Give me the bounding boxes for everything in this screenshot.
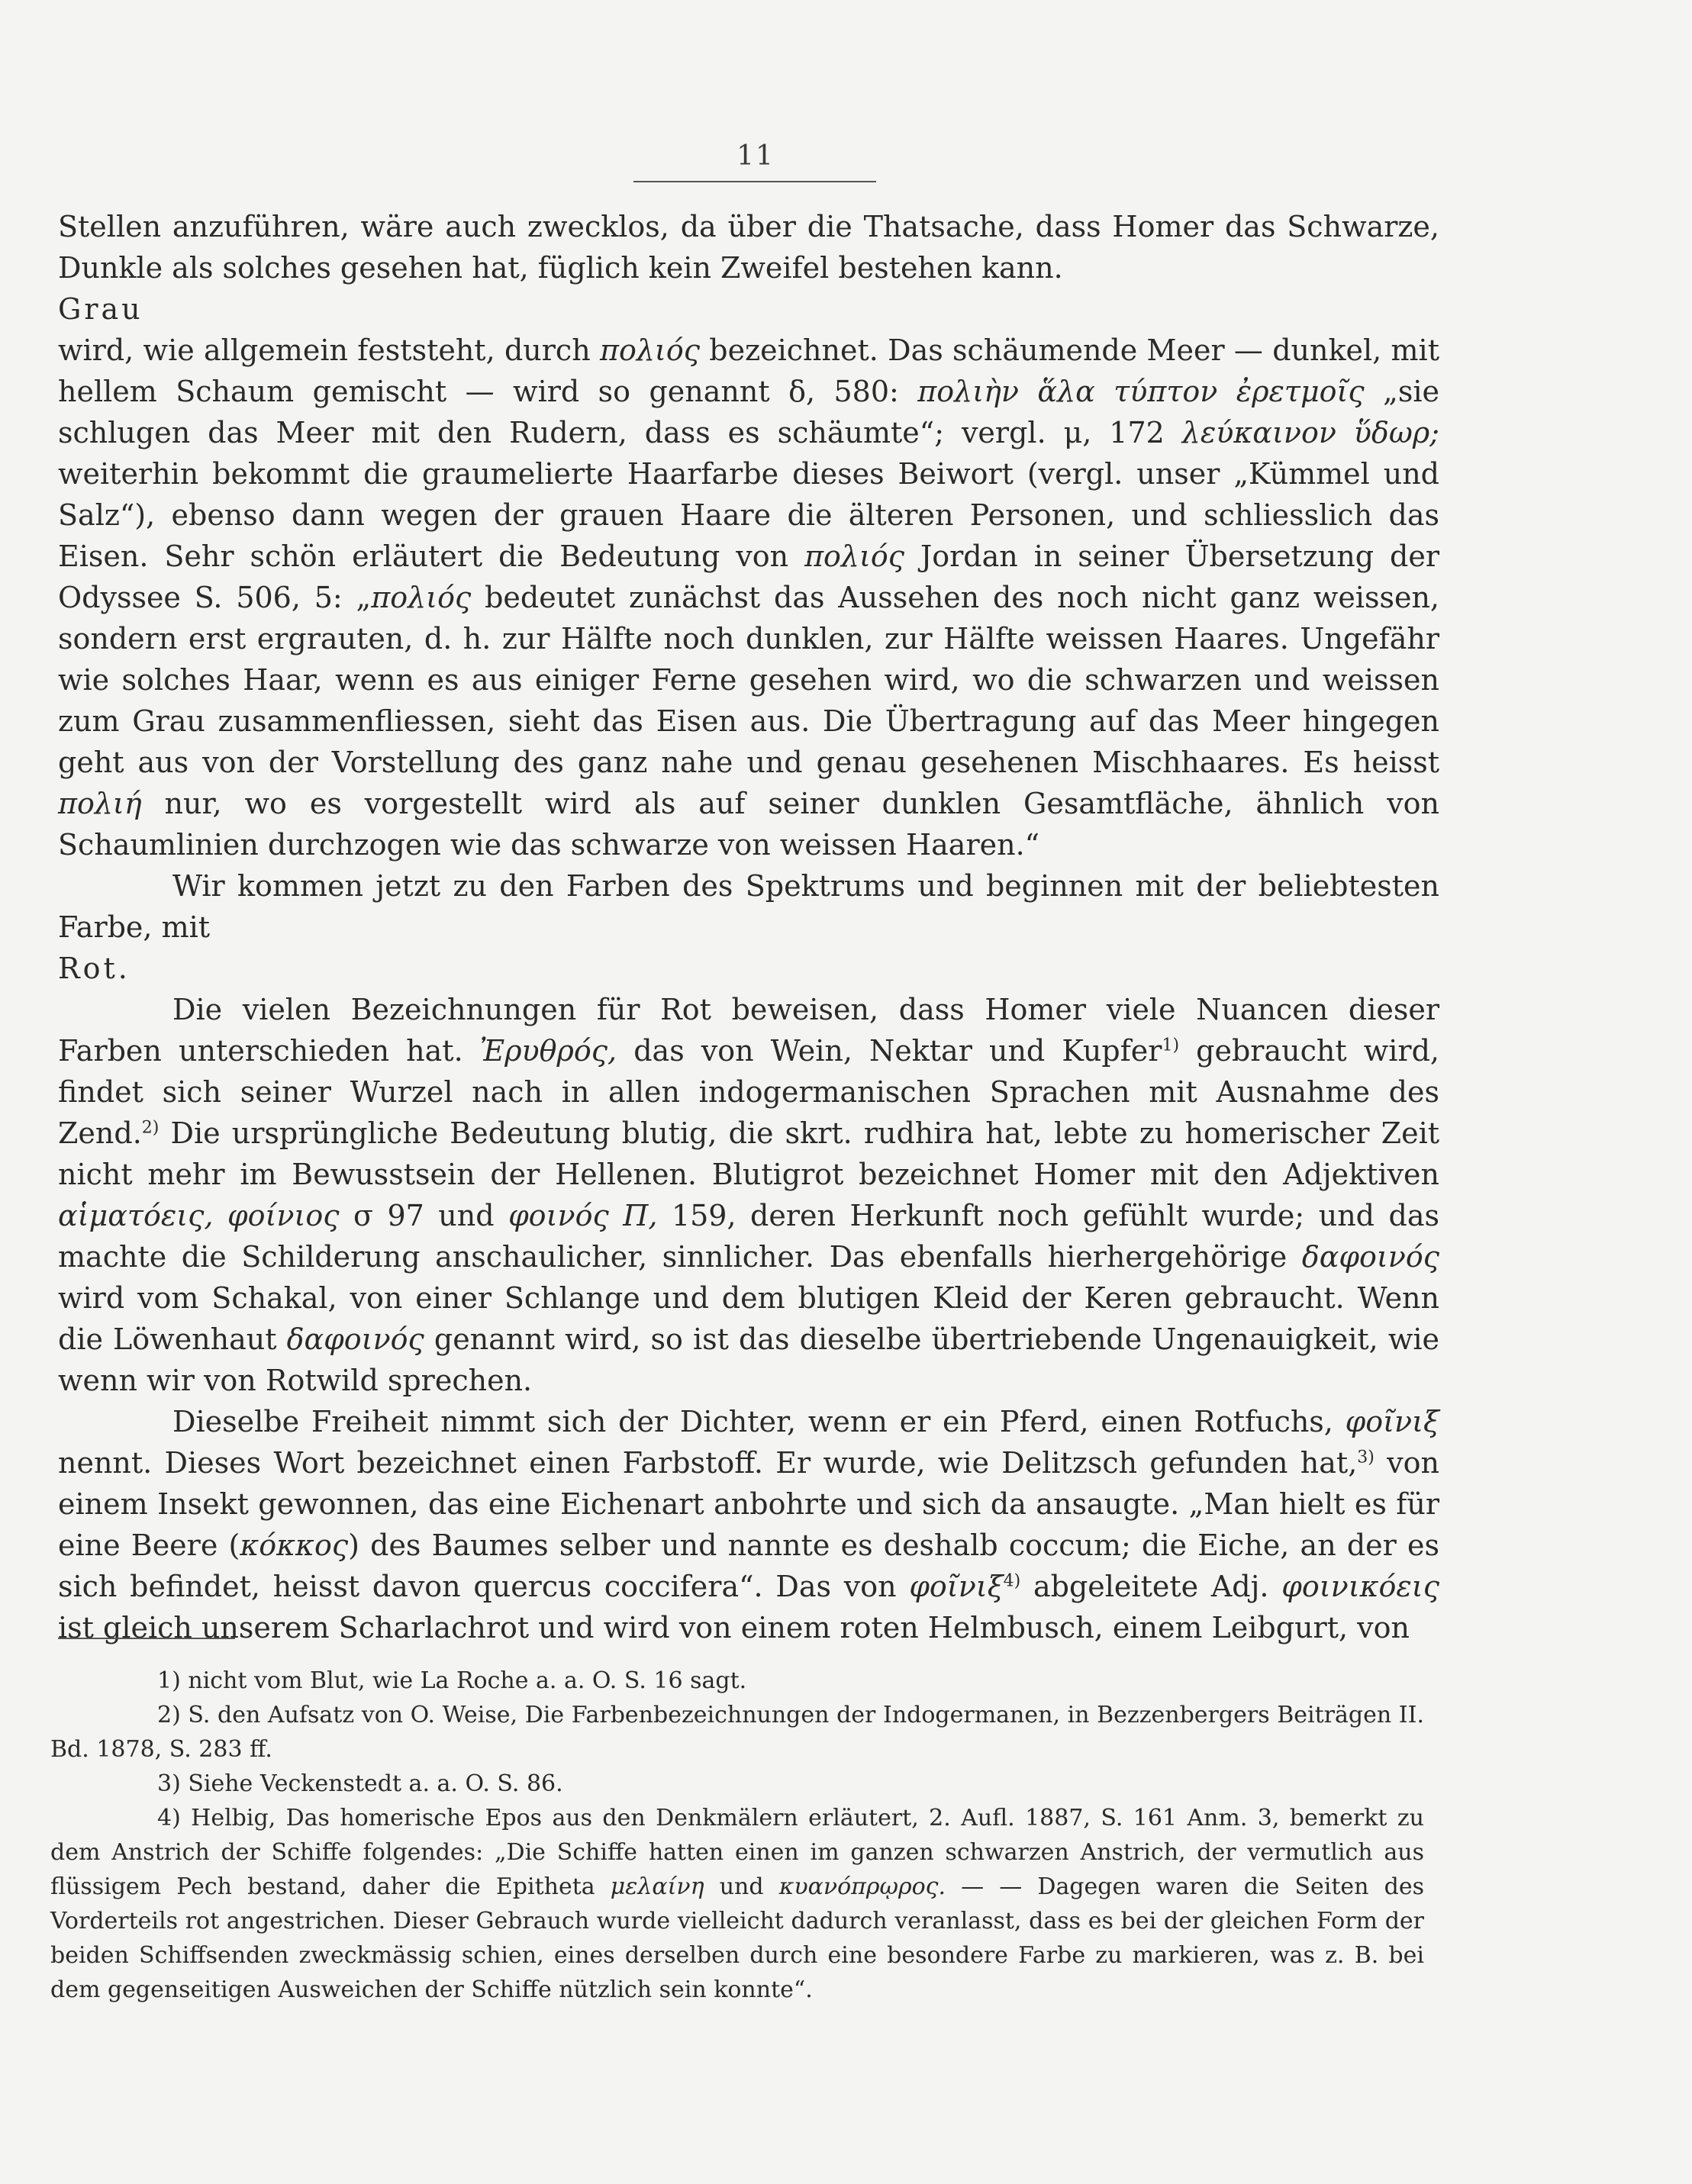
text-span: wird, wie allgemein feststeht, durch bbox=[58, 333, 600, 367]
footnote-ref: 1) bbox=[1162, 1036, 1180, 1055]
page-number: 11 bbox=[736, 140, 775, 172]
footnote-4 bbox=[50, 1801, 1424, 2007]
page-number-rule bbox=[633, 181, 876, 182]
text-span: das von Wein, Nektar und Kupfer bbox=[617, 1034, 1162, 1068]
footnote-ref: 3) bbox=[1357, 1448, 1375, 1467]
text-span: gebraucht wird, findet sich seiner Wurzel nach in allen indogermanischen Sprachen mit Ausnahme des Zend. bbox=[58, 1034, 1439, 1150]
paragraph-grau bbox=[58, 330, 1439, 865]
paragraph-phoinix bbox=[58, 1401, 1439, 1648]
footnotes bbox=[50, 1664, 1424, 2007]
greek-word: μελαίνη bbox=[610, 1873, 704, 1900]
text-span: genannt wird, so ist das dieselbe übertriebende Ungenauigkeit, wie wenn wir von Rotwild sprechen. bbox=[58, 1322, 1439, 1397]
greek-word: φοινός Π, bbox=[508, 1199, 658, 1232]
text-span: und bbox=[704, 1873, 779, 1900]
footnote-ref: 2) bbox=[141, 1118, 160, 1138]
greek-word: κόκκος bbox=[240, 1528, 349, 1562]
greek-word: πολιή bbox=[58, 787, 142, 820]
paragraph-rot bbox=[58, 989, 1439, 1401]
greek-word: πολιός bbox=[599, 333, 700, 367]
text-span: weiterhin bekommt die graumelierte Haarfarbe dieses Beiwort (vergl. unser „Kümmel und Salz“), ebenso dann wegen der grauen Haare die älteren Personen, und schliesslich das Eisen. Sehr schön erläutert die Bedeutung von bbox=[58, 457, 1439, 573]
text-span: σ 97 und bbox=[339, 1199, 509, 1232]
paragraph-spektrum: Wir kommen jetzt zu den Farben des Spektrums und beginnen mit der beliebtesten Farbe, mit bbox=[58, 869, 1439, 944]
text-span: abgeleitete Adj. bbox=[1020, 1570, 1282, 1603]
greek-word: κυανόπρῳρος. bbox=[778, 1873, 946, 1900]
footnote-1: 1) nicht vom Blut, wie La Roche a. a. O. S. 16 sagt. bbox=[157, 1667, 747, 1694]
text-span: „sie schlugen das Meer mit den Rudern, dass es schäumte“; vergl. μ, 172 bbox=[58, 375, 1439, 449]
text-span: bedeutet zunächst das Aussehen des noch nicht ganz weissen, sondern erst ergrauten, d. h. zur Hälfte noch dunklen, zur Hälfte weissen Haares. Ungefähr wie solches Haar, wenn es aus einiger Ferne gesehen wird, wo die schwarzen und weissen zum Grau zusammenfliessen, sieht das Eisen aus. Die Übertragung auf das Meer hingegen geht aus von der Vorstellung des ganz nahe und genau gesehenen Mischhaares. Es heisst bbox=[58, 581, 1440, 779]
text-span: bezeichnet. Das schäumende Meer — dunkel, mit hellem Schaum gemischt — wird so genannt δ, 580: bbox=[58, 333, 1439, 408]
text-span: ) des Baumes selber und nannte es deshalb coccum; die Eiche, an der es sich befindet, heisst davon quercus coccifera“. Das von bbox=[58, 1528, 1439, 1603]
text-span: nennt. Dieses Wort bezeichnet einen Farbstoff. Er wurde, wie Delitzsch gefunden hat, bbox=[58, 1446, 1358, 1480]
greek-word: πολιός bbox=[371, 581, 472, 614]
greek-word: δαφοινός bbox=[1301, 1240, 1439, 1274]
greek-word: αἱματόεις, φοίνιος bbox=[58, 1199, 340, 1232]
greek-word: δαφοινός bbox=[286, 1322, 424, 1356]
footnote-3: 3) Siehe Veckenstedt a. a. O. S. 86. bbox=[157, 1770, 563, 1797]
greek-word: πολιός bbox=[804, 540, 905, 573]
text-span: 4) Helbig, Das homerische Epos aus den Denkmälern erläutert, 2. Aufl. 1887, S. 161 Anm. 3, bemerkt zu dem Anstrich der Schiffe folgendes: „Die Schiffe hatten einen im ganzen schwarzen Anstrich, der vermutlich aus flüssigem Pech bestand, daher die Epitheta bbox=[50, 1805, 1424, 1900]
text-span: Die vielen Bezeichnungen für Rot beweisen, dass Homer viele Nuancen dieser Farben unterschieden hat. bbox=[58, 993, 1439, 1068]
footnote-2: 2) S. den Aufsatz von O. Weise, Die Farbenbezeichnungen der Indogermanen, in Bezzenbergers Beiträgen II. Bd. 1878, S. 283 ff. bbox=[50, 1702, 1424, 1763]
main-text bbox=[58, 206, 1439, 1648]
footnote-ref: 4) bbox=[1003, 1571, 1021, 1591]
footnote-rule bbox=[58, 1638, 235, 1639]
text-span: Die ursprüngliche Bedeutung blutig, die skrt. rudhira hat, lebte zu homerischer Zeit nicht mehr im Bewusstsein der Hellenen. Blutigrot bezeichnet Homer mit den Adjektiven bbox=[58, 1116, 1439, 1191]
text-span: Dieselbe Freiheit nimmt sich der Dichter, wenn er ein Pferd, einen Rotfuchs, bbox=[172, 1405, 1346, 1438]
greek-quote: λεύκαινον ὕδωρ; bbox=[1181, 416, 1439, 449]
text-span: Jordan in seiner Übersetzung der Odyssee S. 506, 5: „ bbox=[58, 540, 1440, 614]
heading-grau: Grau bbox=[58, 292, 143, 326]
text-span: — — Dagegen waren die Seiten des Vorderteils rot angestrichen. Dieser Gebrauch wurde vielleicht dadurch veranlasst, dass es bei der gleichen Form der beiden Schiffsenden zweckmässig schien, eines derselben durch eine besondere Farbe zu markieren, was z. B. bei dem gegenseitigen Ausweichen der Schiffe nützlich sein konnte“. bbox=[50, 1873, 1424, 2003]
greek-word: φοῖνιξ bbox=[1345, 1405, 1439, 1438]
text-span: von einem Insekt gewonnen, das eine Eichenart anbohrte und sich da ansaugte. „Man hielt es für eine Beere ( bbox=[58, 1446, 1439, 1562]
greek-quote: πολιὴν ἅλα τύπτον ἐρετμοῖς bbox=[917, 375, 1365, 408]
text-span: wird vom Schakal, von einer Schlange und dem blutigen Kleid der Keren gebraucht. Wenn die Löwenhaut bbox=[58, 1281, 1439, 1356]
text-span: 159, deren Herkunft noch gefühlt wurde; und das machte die Schilderung anschaulicher, sinnlicher. Das ebenfalls hierhergehörige bbox=[58, 1199, 1439, 1274]
greek-word: φοῖνιξ bbox=[909, 1570, 1004, 1603]
text-span: ist gleich unserem Scharlachrot und wird von einem roten Helmbusch, einem Leibgurt, von bbox=[58, 1611, 1410, 1644]
greek-word: φοινικόεις bbox=[1281, 1570, 1439, 1603]
heading-rot: Rot. bbox=[58, 952, 131, 985]
text-span: nur, wo es vorgestellt wird als auf seiner dunklen Gesamtfläche, ähnlich von Schaumlinien durchzogen wie das schwarze von weissen Haaren.“ bbox=[58, 787, 1439, 862]
greek-word: Ἐρυθρός, bbox=[479, 1034, 617, 1068]
paragraph-schwarz-end: Stellen anzuführen, wäre auch zwecklos, da über die Thatsache, dass Homer das Schwarze, Dunkle als solches gesehen hat, füglich kein Zweifel bestehen kann. bbox=[58, 210, 1439, 285]
